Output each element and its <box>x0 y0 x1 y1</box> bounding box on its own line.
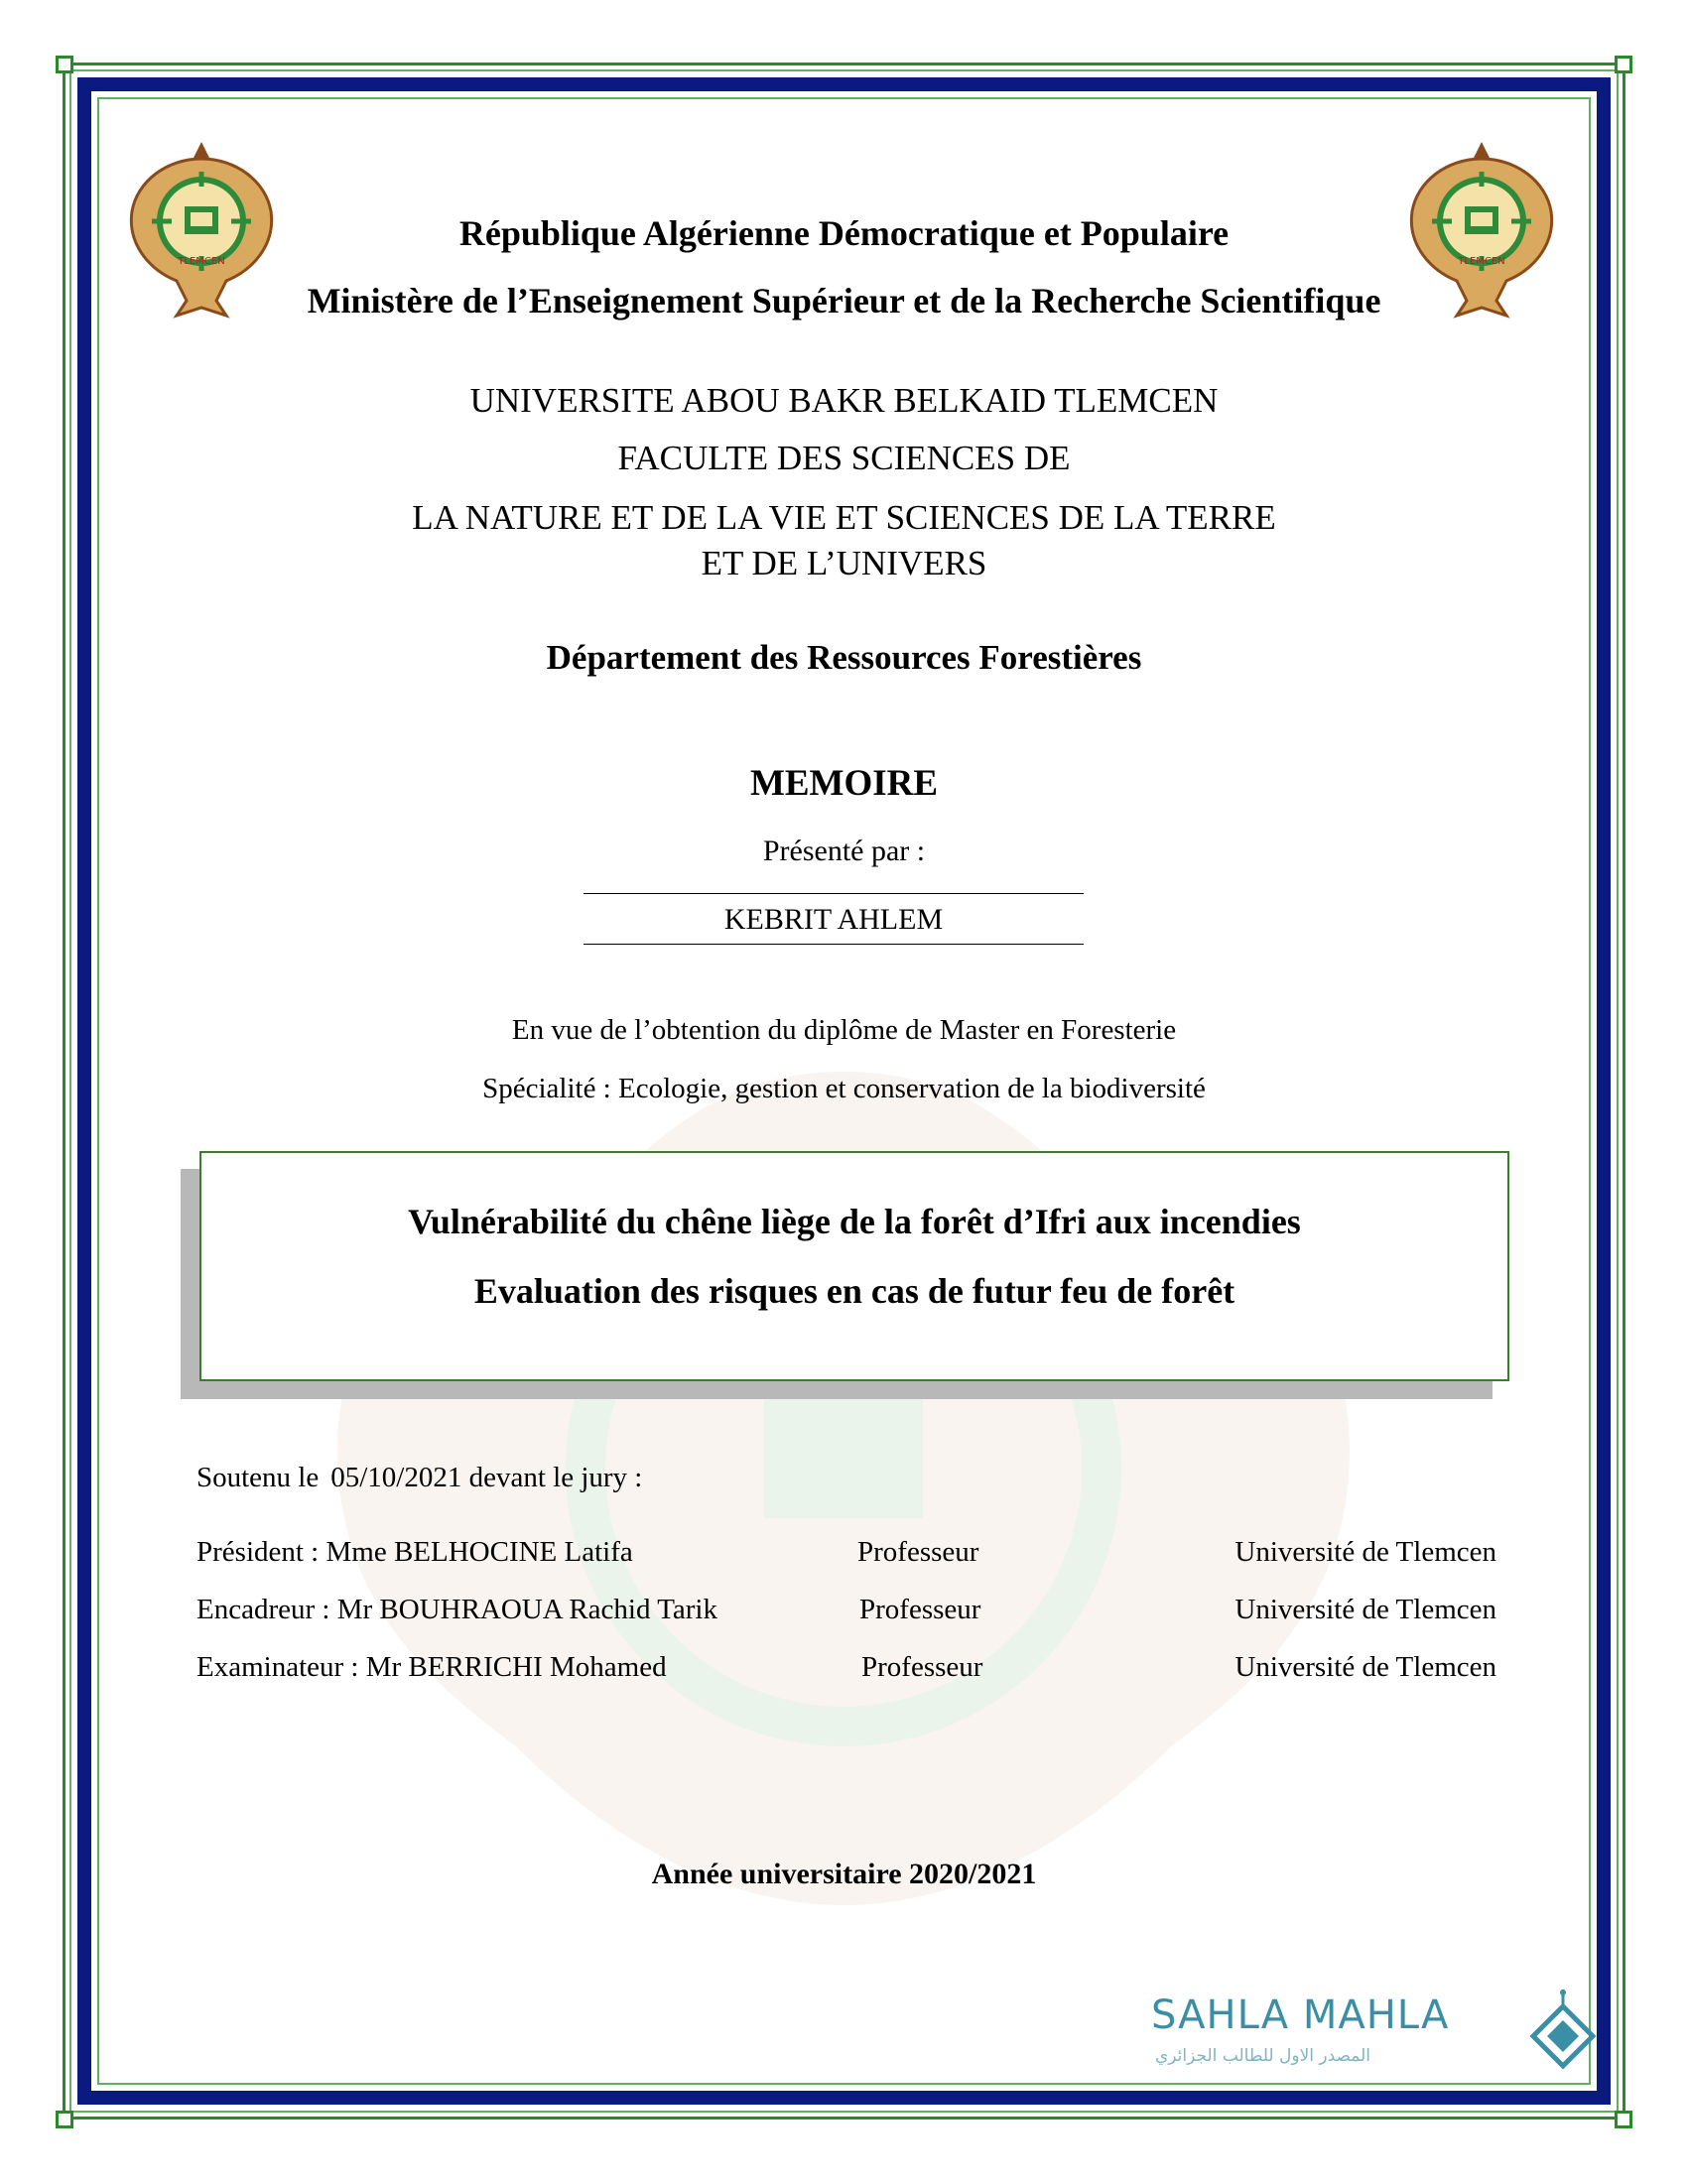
defense-line <box>196 1462 642 1494</box>
faculty-line-1: FACULTE DES SCIENCES DE <box>617 439 1071 477</box>
presented-by-label: Présenté par : <box>762 835 926 867</box>
department-heading: Département des Ressources Forestières <box>546 638 1142 677</box>
border-corner-ornament <box>1615 56 1632 73</box>
thesis-subtitle: Evaluation des risques en cas de futur feu de forêt <box>473 1271 1235 1311</box>
faculty-line-2: LA NATURE ET DE LA VIE ET SCIENCES DE LA TERRE <box>412 498 1276 537</box>
jury-row <box>196 1651 1496 1691</box>
brand-tagline: المصدر الاول للطالب الجزائري <box>1155 2046 1370 2066</box>
defense-prefix: Soutenu le <box>196 1462 320 1493</box>
jury-member: Encadreur : Mr BOUHRAOUA Rachid Tarik <box>196 1594 717 1625</box>
defense-date: 05/10/2021 devant le jury : <box>330 1462 643 1493</box>
jury-institution: Université de Tlemcen <box>1234 1536 1496 1568</box>
jury-member: Président : Mme BELHOCINE Latifa <box>196 1536 633 1568</box>
border-corner-ornament <box>1615 2111 1632 2128</box>
diploma-line: En vue de l’obtention du diplôme de Master en Foresterie <box>511 1014 1177 1046</box>
academic-year: Année universitaire 2020/2021 <box>651 1858 1037 1890</box>
border-corner-ornament <box>56 2111 73 2128</box>
jury-institution: Université de Tlemcen <box>1234 1594 1496 1625</box>
author-name: KEBRIT AHLEM <box>584 893 1084 945</box>
document-type: MEMOIRE <box>749 763 939 804</box>
jury-member: Examinateur : Mr BERRICHI Mohamed <box>196 1651 667 1683</box>
brand-watermark <box>1151 1992 1528 2072</box>
brand-logo-icon <box>1528 1985 1598 2074</box>
jury-row <box>196 1536 1496 1576</box>
jury-row <box>196 1594 1496 1633</box>
jury-grade: Professeur <box>861 1651 983 1683</box>
svg-text:TLEMCEN: TLEMCEN <box>178 256 225 267</box>
university-name: UNIVERSITE ABOU BAKR BELKAID TLEMCEN <box>469 381 1219 420</box>
faculty-line-3: ET DE L’UNIVERS <box>701 544 987 582</box>
thesis-title: Vulnérabilité du chêne liège de la forêt d’Ifri aux incendies <box>408 1202 1301 1241</box>
ministry-heading: Ministère de l’Enseignement Supérieur et de la Recherche Scientifique <box>307 281 1381 321</box>
republic-heading: République Algérienne Démocratique et Populaire <box>458 213 1230 253</box>
speciality-line: Spécialité : Ecologie, gestion et conservation de la biodiversité <box>482 1073 1206 1104</box>
jury-institution: Université de Tlemcen <box>1234 1651 1496 1683</box>
jury-grade: Professeur <box>857 1536 979 1568</box>
thesis-title-box <box>199 1151 1509 1381</box>
jury-grade: Professeur <box>859 1594 981 1625</box>
svg-text:TLEMCEN: TLEMCEN <box>1458 256 1505 267</box>
brand-name: SAHLA MAHLA <box>1151 1992 1450 2038</box>
border-corner-ornament <box>56 56 73 73</box>
